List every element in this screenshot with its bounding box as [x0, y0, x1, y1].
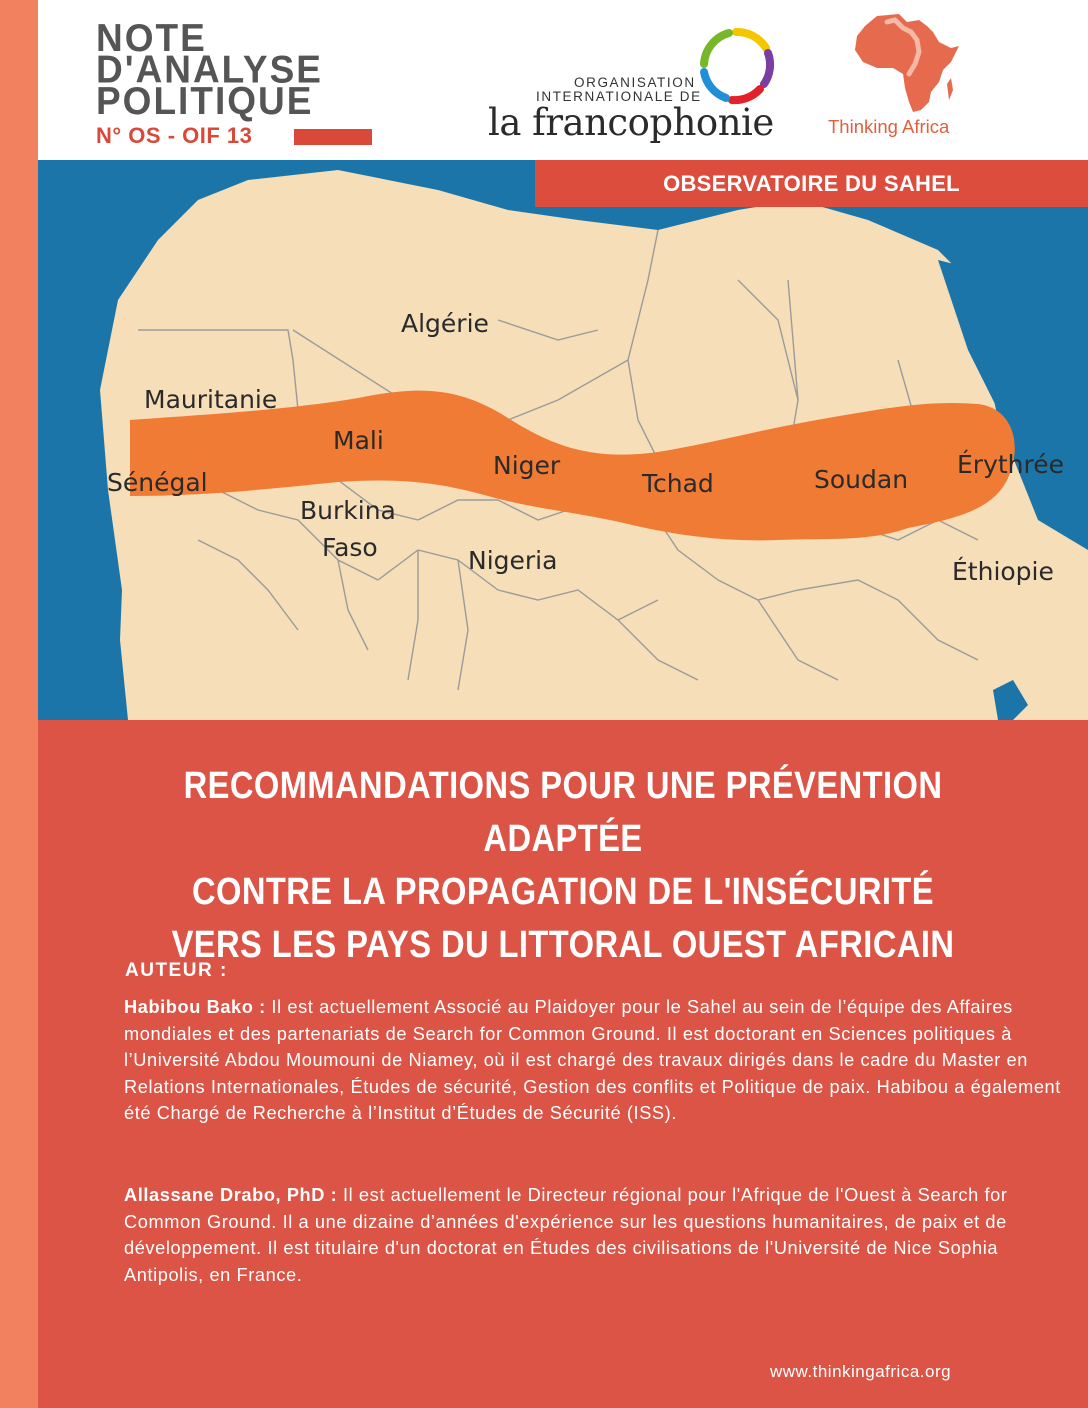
map-label-soudan: Soudan [814, 465, 909, 494]
author-name-2: Allassane Drabo, PhD : [124, 1185, 338, 1205]
website-link[interactable]: www.thinkingafrica.org [770, 1362, 952, 1381]
thinking-africa-logo [825, 12, 985, 142]
map-label-mauritanie: Mauritanie [144, 385, 278, 414]
oif-org-line-2: INTERNATIONALE DE [536, 89, 702, 104]
thinking-africa-name: Thinking Africa [828, 116, 950, 137]
note-title-line-1: NOTE [96, 16, 207, 60]
author-name-1: Habibou Bako : [124, 997, 266, 1017]
map-graphic [38, 160, 1088, 720]
note-title-line-2: D'ANALYSE [96, 47, 323, 91]
map-label-faso: Faso [322, 533, 378, 562]
note-number-bar [294, 129, 372, 145]
map-label-nigeria: Nigeria [468, 546, 558, 575]
oif-logo [486, 26, 786, 146]
francophonie-ring-icon [696, 26, 776, 106]
author-text-2: Il est actuellement le Directeur régional pour l'Afrique de l'Ouest à Search for Common Ground. Il a une dizaine d’années d'expérience sur les questions humanitaires, de paix et de développement. Il est titulaire d'un doctorat en Études des civilisations de l'Université de Nice Sophia Antipolis, en France. [124, 1185, 1008, 1285]
map-label-mali: Mali [333, 426, 384, 455]
side-stripe [0, 0, 38, 1408]
oif-org-line-1: ORGANISATION [574, 75, 696, 90]
title-line-1: RECOMMANDATIONS POUR UNE PRÉVENTION ADAPTÉE [183, 765, 943, 860]
author-bio-2 [124, 1182, 1069, 1288]
note-title [96, 16, 396, 123]
map-label-ethiopie: Éthiopie [952, 557, 1054, 586]
document-title [112, 760, 1015, 972]
africa-map-icon [847, 12, 967, 117]
map-label-erythree: Érythrée [957, 450, 1065, 479]
author-bio-1 [124, 994, 1069, 1127]
note-title-line-3: POLITIQUE [96, 79, 314, 123]
map-label-niger: Niger [493, 451, 561, 480]
note-number: N° OS - OIF 13 [96, 123, 253, 148]
author-heading: AUTEUR : [125, 960, 228, 981]
map-label-algerie: Algérie [401, 309, 489, 338]
map-label-burkina: Burkina [300, 496, 396, 525]
author-text-1: Il est actuellement Associé au Plaidoyer pour le Sahel au sein de l’équipe des Affaires mondiales et des partenariats de Search for Common Ground. Il est doctorant en Sciences politiques à l’Université Abdou Moumouni de Niamey, où il est chargé des travaux dirigés dans le cadre du Master en Relations Internationales, Études de sécurité, Gestion des conflits et Politique de paix. Habibou a également été Chargé de Recherche à l’Institut d’Études de Sécurité (ISS). [124, 997, 1061, 1123]
map-label-tchad: Tchad [642, 469, 714, 498]
title-line-2: CONTRE LA PROPAGATION DE L'INSÉCURITÉ [191, 871, 935, 913]
oif-name: la francophonie [488, 101, 774, 144]
map-label-senegal: Sénégal [107, 468, 208, 497]
sahel-map [38, 160, 1088, 720]
observatoire-banner: OBSERVATOIRE DU SAHEL [535, 160, 1088, 207]
title-line-3: VERS LES PAYS DU LITTORAL OUEST AFRICAIN [171, 924, 955, 966]
oif-org-text [536, 76, 702, 104]
